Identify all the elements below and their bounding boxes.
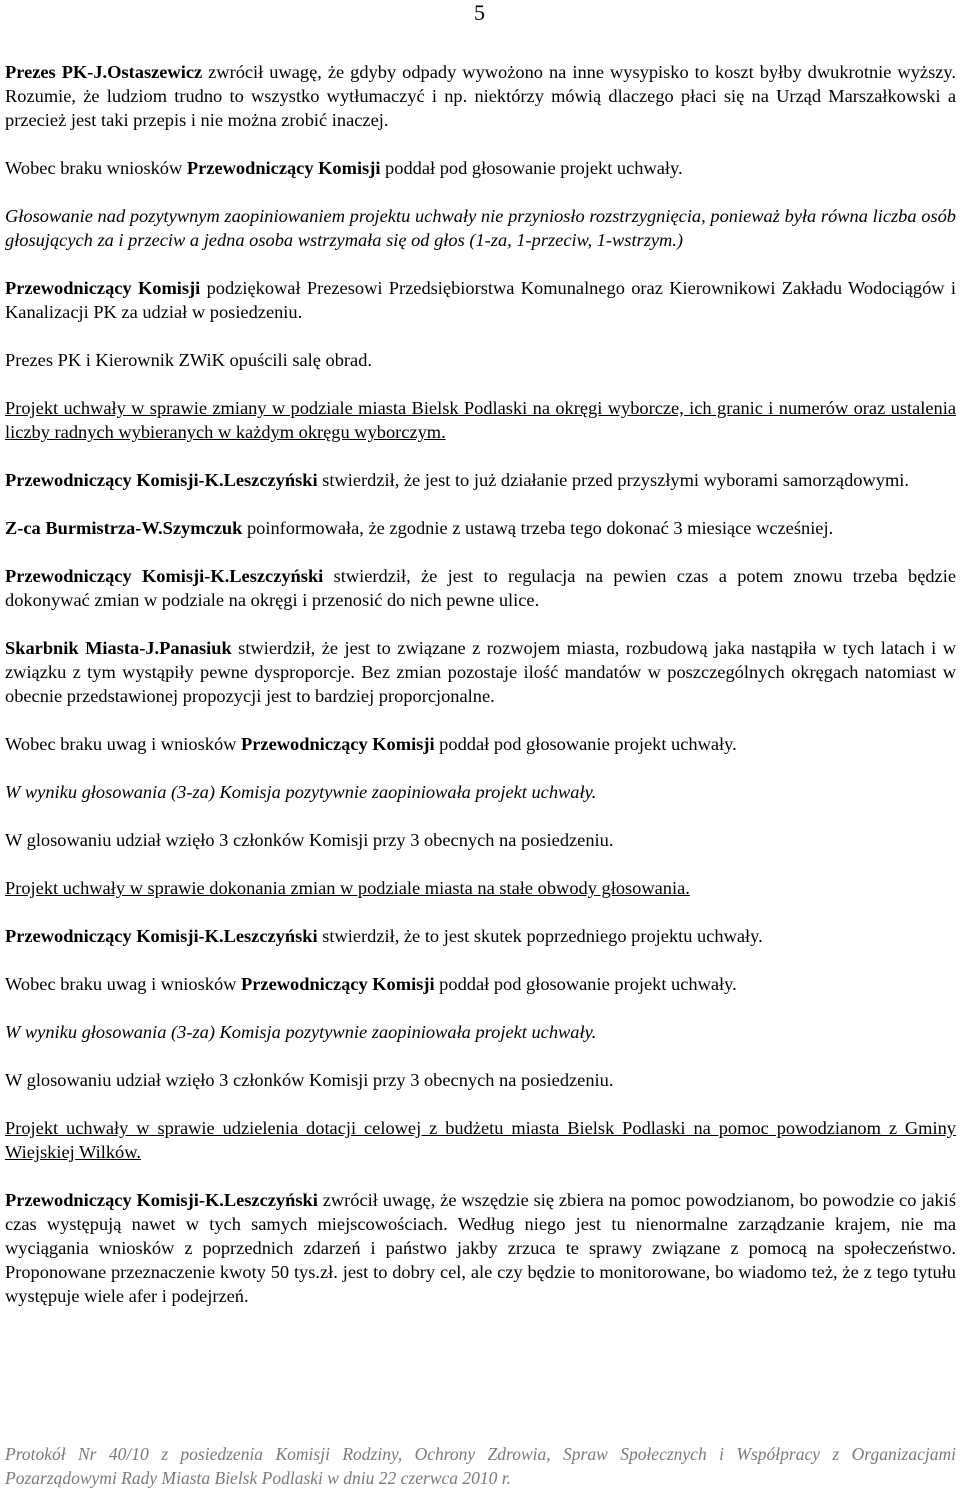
paragraph [5, 396, 956, 444]
document-footer: Protokół Nr 40/10 z posiedzenia Komisji Rodziny, Ochrony Zdrowia, Spraw Społecznych i Współpracy z Organizacjami Pozarządowymi Rady Miasta Bielsk Podlaski w dniu 22 czerwca 2010 r. [5, 1444, 956, 1488]
paragraph [5, 348, 956, 372]
agenda-item-heading: Projekt uchwały w sprawie udzielenia dotacji celowej z budżetu miasta Bielsk Podlaski na pomoc powodzianom z Gminy Wiejskiej Wilków. [5, 1118, 956, 1162]
paragraph [5, 1020, 956, 1044]
paragraph-text: W glosowaniu udział wzięło 3 członków Komisji przy 3 obecnych na posiedzeniu. [5, 1070, 614, 1090]
paragraph [5, 828, 956, 852]
speaker-name: Przewodniczący Komisji [5, 278, 201, 298]
paragraph-text: Prezes PK i Kierownik ZWiK opuścili salę obrad. [5, 350, 372, 370]
paragraph-text: podziękował Prezesowi Przedsiębiorstwa Komunalnego oraz Kierownikowi Zakładu Wodociągów i Kanalizacji PK za udział w posiedzeniu. [5, 278, 956, 322]
speaker-name: Przewodniczący Komisji [241, 974, 435, 994]
paragraph [5, 204, 956, 252]
paragraph-text: poddał pod głosowanie projekt uchwały. [380, 158, 683, 178]
speaker-name: Prezes PK-J.Ostaszewicz [5, 62, 203, 82]
document-body [5, 60, 956, 1332]
speaker-name: Z-ca Burmistrza-W.Szymczuk [5, 518, 243, 538]
speaker-name: Skarbnik Miasta-J.Panasiuk [5, 638, 232, 658]
speaker-name: Przewodniczący Komisji-K.Leszczyński [5, 566, 324, 586]
vote-result-text: Głosowanie nad pozytywnym zaopiniowaniem projektu uchwały nie przyniosło rozstrzygnięcia, ponieważ była równa liczba osób głosujących za i przeciw a jedna osoba wstrzymała się od głos (1-za, 1-przeciw, 1-wstrzym.) [5, 206, 956, 250]
paragraph [5, 876, 956, 900]
paragraph [5, 1068, 956, 1092]
speaker-name: Przewodniczący Komisji-K.Leszczyński [5, 470, 318, 490]
paragraph-text: zwrócił uwagę, że wszędzie się zbiera na pomoc powodzianom, bo powodzie co jakiś czas występują nawet w tych samych miejscowościach. Według niego jest tu nienormalne zarządzanie krajem, nie ma wyciągania wniosków z poprzednich zdarzeń i państwo jakby zrzuca te sprawy związane z pomocą na społeczeństwo. Proponowane przeznaczenie kwoty 50 tys.zł. jest to dobry cel, ale czy będzie to monitorowane, bo wiadomo też, że z tego tytułu występuje wiele afer i podejrzeń. [5, 1190, 956, 1306]
speaker-name: Przewodniczący Komisji [241, 734, 435, 754]
paragraph-text: W glosowaniu udział wzięło 3 członków Komisji przy 3 obecnych na posiedzeniu. [5, 830, 614, 850]
paragraph-text: stwierdził, że jest to regulacja na pewien czas a potem znowu trzeba będzie dokonywać zmian w podziale na okręgi i przenosić do nich pewne ulice. [5, 566, 956, 610]
paragraph [5, 564, 956, 612]
speaker-name: Przewodniczący Komisji-K.Leszczyński [5, 1190, 318, 1210]
paragraph-text: stwierdził, że to jest skutek poprzedniego projektu uchwały. [317, 926, 763, 946]
speaker-name: Przewodniczący Komisji-K.Leszczyński [5, 926, 318, 946]
page-number: 5 [474, 0, 485, 25]
paragraph [5, 276, 956, 324]
paragraph [5, 516, 956, 540]
paragraph-text: stwierdził, że jest to już działanie przed przyszłymi wyborami samorządowymi. [317, 470, 909, 490]
agenda-item-heading: Projekt uchwały w sprawie zmiany w podziale miasta Bielsk Podlaski na okręgi wyborcze, ich granic i numerów oraz ustalenia liczby radnych wybieranych w każdym okręgu wyborczym. [5, 398, 956, 442]
paragraph [5, 1116, 956, 1164]
paragraph [5, 636, 956, 708]
paragraph-text: Wobec braku uwag i wniosków [5, 974, 242, 994]
paragraph [5, 780, 956, 804]
paragraph-text: poddał pod głosowanie projekt uchwały. [434, 734, 737, 754]
paragraph-text: poddał pod głosowanie projekt uchwały. [434, 974, 737, 994]
paragraph-text: poinformowała, że zgodnie z ustawą trzeba tego dokonać 3 miesiące wcześniej. [242, 518, 834, 538]
paragraph [5, 468, 956, 492]
paragraph [5, 732, 956, 756]
paragraph-text: Wobec braku uwag i wniosków [5, 734, 242, 754]
paragraph [5, 156, 956, 180]
paragraph-text: Wobec braku wniosków [5, 158, 187, 178]
paragraph [5, 924, 956, 948]
paragraph-text: stwierdził, że jest to związane z rozwojem miasta, rozbudową jaka nastąpiła w tych latach i w związku z tym wystąpiły pewne dysproporcje. Bez zmian pozostaje ilość mandatów w poszczególnych okręgach natomiast w obecnie przedstawionej propozycji jest to bardziej proporcjonalne. [5, 638, 956, 706]
paragraph [5, 1188, 956, 1308]
agenda-item-heading: Projekt uchwały w sprawie dokonania zmian w podziale miasta na stałe obwody głosowania. [5, 878, 690, 898]
paragraph-text: zwrócił uwagę, że gdyby odpady wywożono na inne wysypisko to koszt byłby dwukrotnie wyższy. Rozumie, że ludziom trudno to wszystko wytłumaczyć i np. niektórzy mówią dlaczego płaci się na Urząd Marszałkowski a przecież jest taki przepis i nie można zrobić inaczej. [5, 62, 956, 130]
vote-result-text: W wyniku głosowania (3-za) Komisja pozytywnie zaopiniowała projekt uchwały. [5, 1022, 597, 1042]
speaker-name: Przewodniczący Komisji [186, 158, 381, 178]
vote-result-text: W wyniku głosowania (3-za) Komisja pozytywnie zaopiniowała projekt uchwały. [5, 782, 597, 802]
paragraph [5, 972, 956, 996]
paragraph [5, 60, 956, 132]
